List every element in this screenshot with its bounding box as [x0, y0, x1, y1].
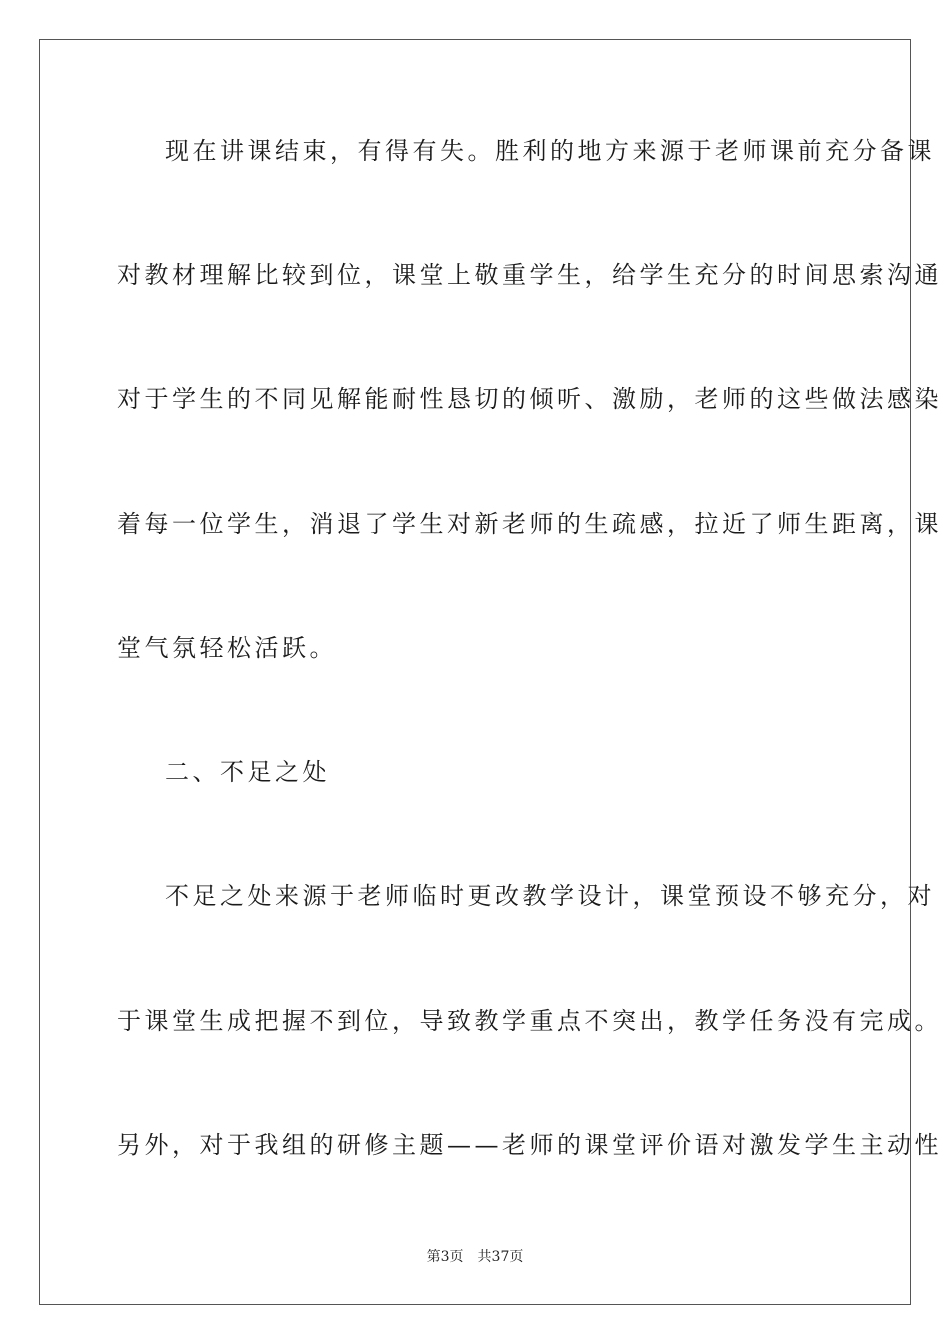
paragraph-1-line-2: 对教材理解比较到位，课堂上敬重学生，给学生充分的时间思索沟通 [117, 261, 942, 289]
paragraph-2-line-2: 于课堂生成把握不到位，导致教学重点不突出，教学任务没有完成。 [117, 1007, 942, 1035]
paragraph-3-line-1: 另外，对于我组的研修主题——老师的课堂评价语对激发学生主动性 [117, 1131, 942, 1159]
paragraph-1-line-1: 现在讲课结束，有得有失。胜利的地方来源于老师课前充分备课 [165, 137, 935, 165]
page-frame [39, 39, 942, 1305]
paragraph-1-line-5: 堂气氛轻松活跃。 [117, 634, 337, 662]
section-heading: 二、不足之处 [165, 758, 330, 786]
page-total: 共37页 [477, 1249, 524, 1265]
paragraph-2-line-1: 不足之处来源于老师临时更改教学设计，课堂预设不够充分，对 [165, 882, 935, 910]
paragraph-1-line-3: 对于学生的不同见解能耐性恳切的倾听、激励，老师的这些做法感染 [117, 385, 942, 413]
page-footer [0, 1248, 950, 1266]
paragraph-1-line-4: 着每一位学生，消退了学生对新老师的生疏感，拉近了师生距离，课 [117, 510, 942, 538]
page-number: 第3页 [426, 1249, 464, 1265]
